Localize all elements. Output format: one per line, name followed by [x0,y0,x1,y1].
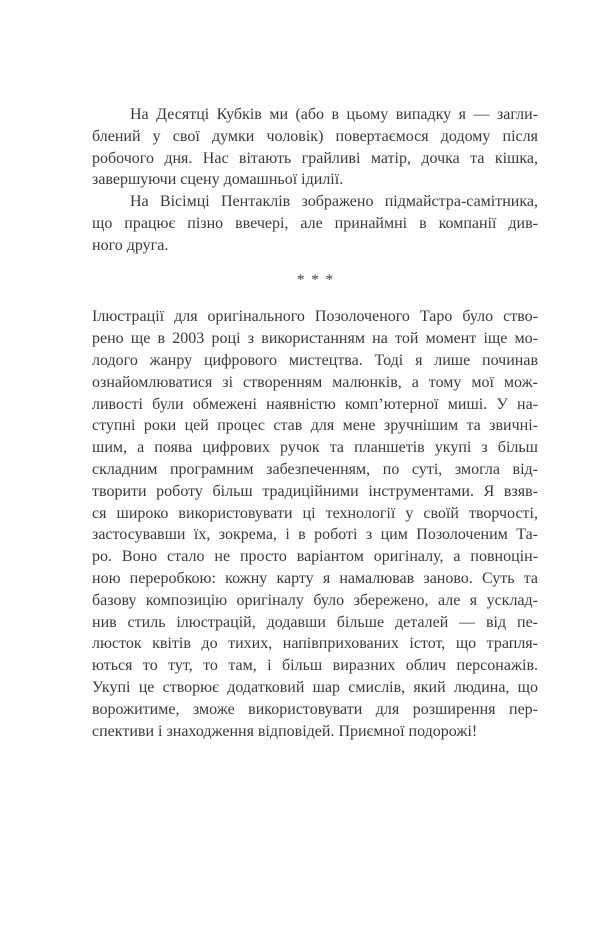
text-line: творити роботу більш традиційними інструментами. Я взяв- [92,482,538,500]
text-line: що працює пізно ввечері, але принаймні в компанії див- [92,214,538,232]
text-line: шим, а поява цифрових ручок та планшетів укупі з більш [92,439,538,457]
text-line: ворожитиме, зможе використовувати для розширення пер- [92,700,538,718]
text-line: Укупі це створює додатковий шар смислів, який людина, що [92,678,538,696]
text-line: ного друга. [92,236,169,254]
text-line: базову композицію оригіналу було збережено, але я усклад- [92,591,538,609]
text-line: блений у свої думки чоловік) повертаємося додому після [92,127,538,145]
text-line: завершуючи сцену домашньої ідилії. [92,171,344,189]
text-line: застосувавши їх, зокрема, і в роботі з цим Позолоченим Та- [92,526,538,544]
text-line: спективи і знаходження відповідей. Приємної подорожі! [92,722,478,740]
text-line: складним програмним забезпеченням, по суті, змогла від- [92,460,538,478]
section-separator: *** [297,271,340,288]
text-line: ною переробкою: кожну карту я намалював заново. Суть та [92,569,538,587]
text-line: лодого жанру цифрового мистецтва. Тоді я лише починав [92,351,538,369]
text-line: ступні роки цей процес став для мене зручнішим та звичні- [92,417,538,435]
text-line: ро. Воно стало не просто варіантом оригіналу, а повноцін- [92,548,538,566]
text-line: На Вісімці Пентаклів зображено підмайстра-самітника, [130,193,538,211]
body-text [92,104,538,742]
paragraph-eight-of-pentacles [92,191,538,256]
text-line: рено ще в 2003 році з використанням на той момент іще мо- [92,330,538,348]
text-line: Ілюстрації для оригінального Позолоченого Таро було ство- [92,308,538,326]
text-line: люсток квітів до тихих, напівприхованих істот, що трапля- [92,635,538,653]
paragraph-ten-of-cups [92,104,538,191]
text-line: ються то тут, то там, і більш виразних облич персонажів. [92,657,538,675]
text-line: ливості були обмежені наявністю комп’ютерної миші. У на- [92,395,538,413]
text-line: нив стиль ілюстрацій, додавши більше деталей — від пе- [92,613,538,631]
text-line: робочого дня. Нас вітають грайливі матір, дочка та кішка, [92,149,538,167]
paragraph-illustrations-note [92,306,538,742]
text-line: ознайомлюватися зі створенням малюнків, а тому мої мож- [92,373,538,391]
text-line: ся широко використовувати ці технології у своїй творчості, [92,504,538,522]
text-line: На Десятці Кубків ми (або в цьому випадку я — загли- [130,106,538,123]
